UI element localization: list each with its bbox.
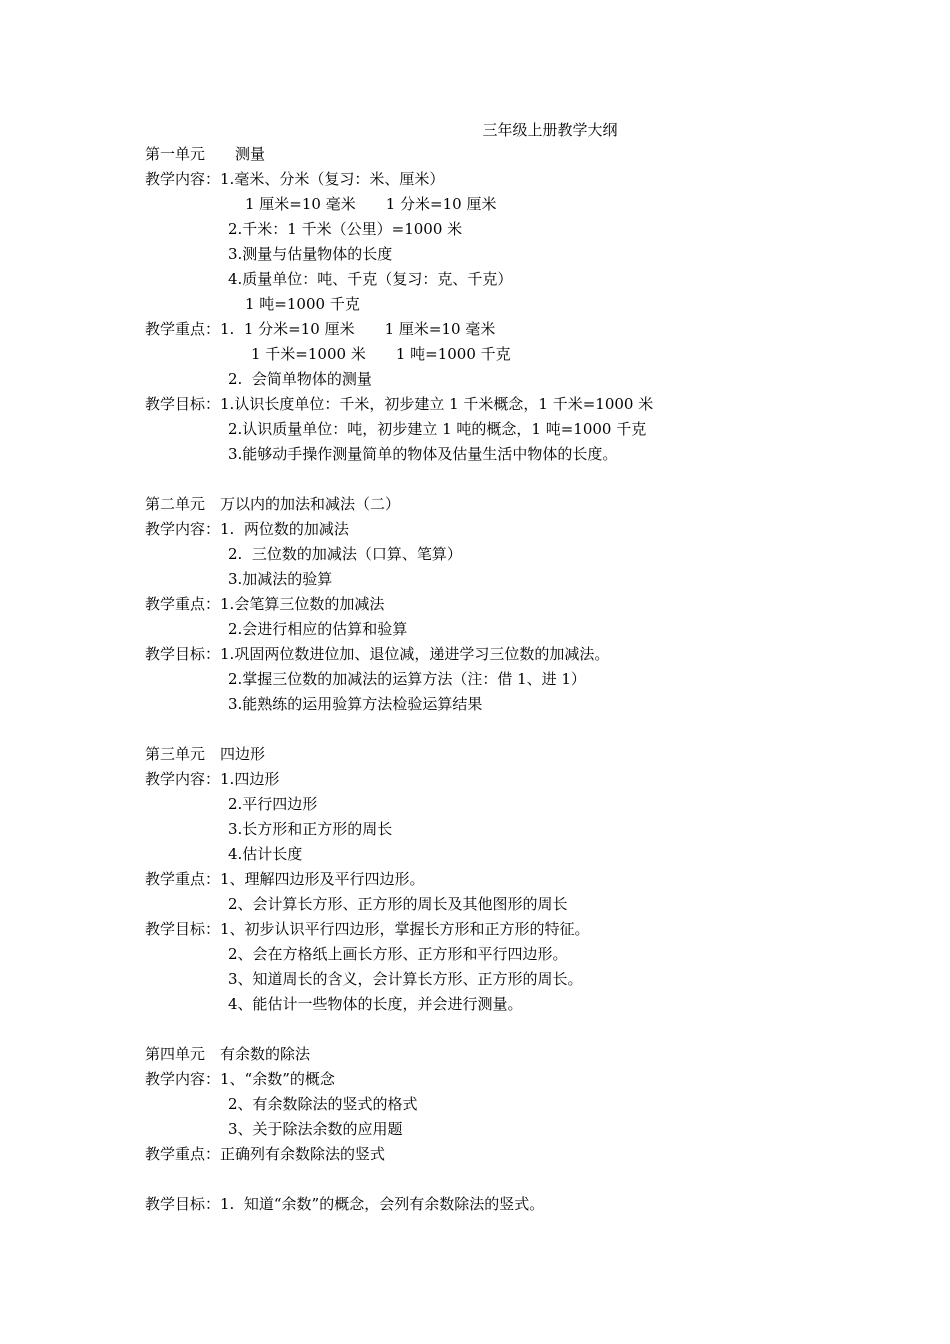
key-label: 教学重点： <box>145 870 221 888</box>
unit-1-goal-line <box>145 392 845 417</box>
unit-1-key-line: 2. 会简单物体的测量 <box>228 370 372 388</box>
unit-4-content-line <box>145 1067 845 1092</box>
key-item: 正确列有余数除法的竖式 <box>220 1145 386 1163</box>
goal-label: 教学目标： <box>145 1195 221 1213</box>
unit-1-goal-line: 2.认识质量单位：吨，初步建立 1 吨的概念，1 吨=1000 千克 <box>228 420 647 438</box>
goal-item: 1、初步认识平行四边形，掌握长方形和正方形的特征。 <box>220 920 590 938</box>
key-item: 1.会笔算三位数的加减法 <box>220 595 385 613</box>
goal-item: 1.认识长度单位：千米，初步建立 1 千米概念，1 千米=1000 米 <box>220 395 654 413</box>
section-gap <box>145 717 845 742</box>
unit-1-content-line: 4.质量单位：吨、千克（复习：克、千克） <box>228 270 513 288</box>
unit-1-content-line <box>145 167 845 192</box>
content-label: 教学内容： <box>145 770 221 788</box>
unit-3-heading: 第三单元 四边形 <box>145 745 266 763</box>
unit-2-content-line: 2. 三位数的加减法（口算、笔算） <box>228 545 462 563</box>
goal-label: 教学目标： <box>145 645 221 663</box>
document-body <box>145 118 845 1217</box>
key-label: 教学重点： <box>145 1145 221 1163</box>
unit-4-content-line: 3、关于除法余数的应用题 <box>228 1120 403 1138</box>
unit-2-goal-line <box>145 642 845 667</box>
unit-3-goal-line <box>145 917 845 942</box>
key-item: 1、理解四边形及平行四边形。 <box>220 870 425 888</box>
unit-1-content-line: 1 厘米=10 毫米 1 分米=10 厘米 <box>245 195 497 213</box>
key-label: 教学重点： <box>145 595 221 613</box>
unit-3-goal-line: 3、知道周长的含义，会计算长方形、正方形的周长。 <box>228 970 583 988</box>
unit-1-content-line: 3.测量与估量物体的长度 <box>228 245 393 263</box>
unit-4-key-line <box>145 1142 845 1167</box>
unit-2-content-line <box>145 517 845 542</box>
content-label: 教学内容： <box>145 170 221 188</box>
unit-4-heading: 第四单元 有余数的除法 <box>145 1045 311 1063</box>
goal-label: 教学目标： <box>145 395 221 413</box>
goal-item: 1.巩固两位数进位加、退位减，递进学习三位数的加减法。 <box>220 645 610 663</box>
unit-3-content-line <box>145 767 845 792</box>
document-title: 三年级上册教学大纲 <box>482 121 618 139</box>
content-item: 1.毫米、分米（复习：米、厘米） <box>220 170 445 188</box>
content-label: 教学内容： <box>145 1070 221 1088</box>
unit-4-goal-line <box>145 1192 845 1217</box>
content-item: 1. 两位数的加减法 <box>220 520 349 538</box>
unit-3-content-line: 2.平行四边形 <box>228 795 318 813</box>
unit-2-goal-line: 2.掌握三位数的加减法的运算方法（注：借 1、进 1） <box>228 670 586 688</box>
unit-2-key-line: 2.会进行相应的估算和验算 <box>228 620 408 638</box>
content-item: 1.四边形 <box>220 770 280 788</box>
unit-1-content-line: 1 吨=1000 千克 <box>245 295 360 313</box>
unit-4-content-line: 2、有余数除法的竖式的格式 <box>228 1095 418 1113</box>
unit-1-goal-line: 3.能够动手操作测量简单的物体及估量生活中物体的长度。 <box>228 445 618 463</box>
unit-2-heading: 第二单元 万以内的加法和减法（二） <box>145 495 401 513</box>
unit-3-content-line: 4.估计长度 <box>228 845 303 863</box>
unit-3-goal-line: 2、会在方格纸上画长方形、正方形和平行四边形。 <box>228 945 568 963</box>
unit-3-content-line: 3.长方形和正方形的周长 <box>228 820 393 838</box>
unit-1-key-line: 1 千米=1000 米 1 吨=1000 千克 <box>251 345 511 363</box>
unit-2-key-line <box>145 592 845 617</box>
content-label: 教学内容： <box>145 520 221 538</box>
goal-label: 教学目标： <box>145 920 221 938</box>
key-item: 1. 1 分米=10 厘米 1 厘米=10 毫米 <box>220 320 496 338</box>
unit-2-goal-line: 3.能熟练的运用验算方法检验运算结果 <box>228 695 483 713</box>
unit-3-key-line: 2、会计算长方形、正方形的周长及其他图形的周长 <box>228 895 568 913</box>
section-gap <box>145 467 845 492</box>
unit-3-goal-line: 4、能估计一些物体的长度，并会进行测量。 <box>228 995 523 1013</box>
section-gap <box>145 1167 845 1192</box>
unit-1-key-line <box>145 317 845 342</box>
key-label: 教学重点： <box>145 320 221 338</box>
unit-2-content-line: 3.加减法的验算 <box>228 570 333 588</box>
section-gap <box>145 1017 845 1042</box>
unit-3-key-line <box>145 867 845 892</box>
goal-item: 1. 知道“余数”的概念，会列有余数除法的竖式。 <box>220 1195 545 1213</box>
unit-1-heading: 第一单元 测量 <box>145 145 266 163</box>
content-item: 1、“余数”的概念 <box>220 1070 335 1088</box>
unit-1-content-line: 2.千米：1 千米（公里）=1000 米 <box>228 220 463 238</box>
